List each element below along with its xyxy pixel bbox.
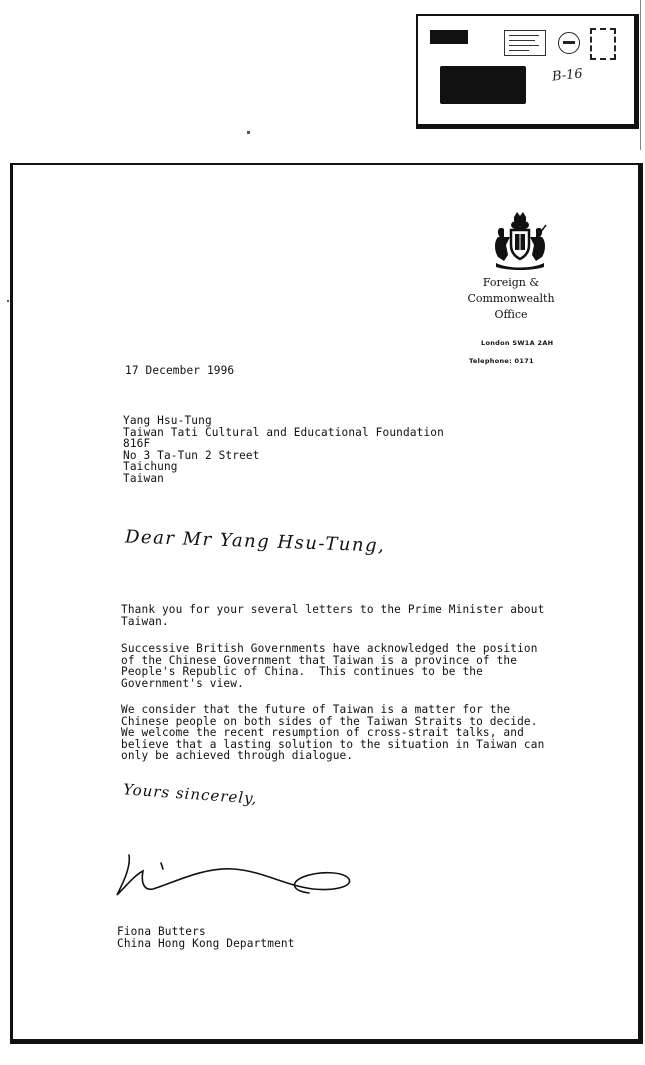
recipient-line: Taichung	[123, 460, 178, 474]
envelope-fragment	[416, 14, 639, 129]
letterhead-telephone: Telephone: 0171	[469, 357, 534, 365]
letter-sheet	[10, 163, 643, 1044]
scan-speck	[247, 131, 250, 134]
body-paragraph: Successive British Governments have acknowledged the position of the Chinese Government that Taiwan is a province of the People's Republic of China. This continues to be the Government's view.	[121, 642, 538, 690]
scan-edge-line	[640, 0, 641, 150]
recipient-line: Yang Hsu-Tung	[123, 414, 212, 427]
body-paragraph: We consider that the future of Taiwan is a matter for the Chinese people on both sides of the Taiwan Straits to decide. We welcome the recent resumption of cross-strait talks, and believe that a lasting solution to the situation in Taiwan can only be achieved through dialogue.	[121, 703, 545, 763]
handwritten-salutation: Dear Mr Yang Hsu-Tung,	[124, 526, 386, 557]
redaction-bar	[430, 30, 468, 44]
royal-coat-of-arms-icon	[490, 211, 550, 271]
recipient-line: No 3 Ta-Tun 2 Street	[123, 448, 260, 462]
handwritten-signature	[113, 845, 363, 905]
signer-name: Fiona Butters	[117, 925, 206, 938]
recipient-line: Taiwan	[123, 471, 164, 485]
recipient-address	[123, 415, 444, 485]
letterhead-address: London SW1A 2AH	[481, 339, 554, 347]
postmark-circle-icon	[558, 32, 580, 54]
recipient-line: 816F	[123, 437, 151, 451]
body-paragraph: Thank you for your several letters to the Prime Minister about Taiwan.	[121, 603, 545, 628]
letter-date: 17 December 1996	[125, 364, 235, 377]
department-name: Foreign & Commonwealth Office	[467, 276, 555, 321]
recipient-line: Taiwan Tati Cultural and Educational Foundation	[123, 425, 444, 439]
signer-block	[117, 926, 295, 949]
envelope-handwritten-mark: B-16	[551, 66, 584, 85]
postmark-label	[504, 30, 546, 56]
handwritten-closing: Yours sincerely,	[122, 780, 258, 808]
postage-stamp-icon	[590, 28, 616, 60]
signer-department: China Hong Kong Department	[117, 936, 295, 950]
scan-speck	[7, 300, 9, 302]
address-redaction-block	[440, 66, 526, 104]
